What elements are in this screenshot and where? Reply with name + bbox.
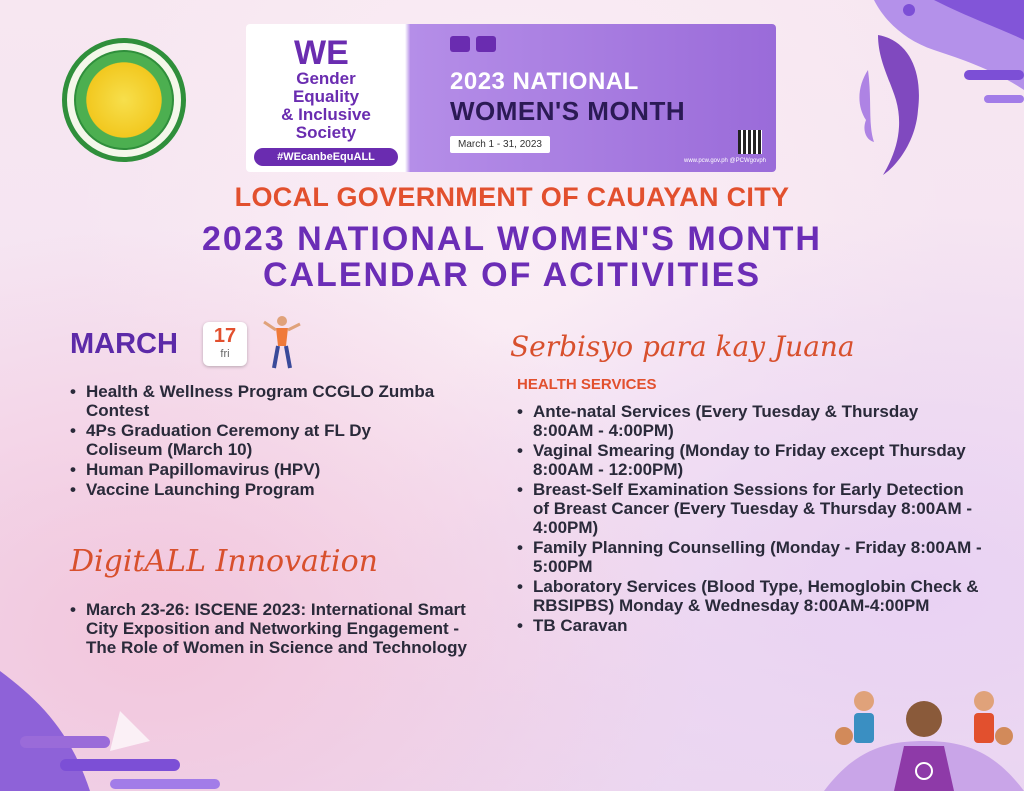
- list-item: • March 23-26: ISCENE 2023: International Smart City Exposition and Networking Engagement - The Role of Women in Science and Technology: [70, 600, 470, 657]
- list-item: • 4Ps Graduation Ceremony at FL Dy Coliseum (March 10): [70, 421, 440, 459]
- calendar-weekday: fri: [220, 348, 230, 360]
- banner-title-line1: 2023 NATIONAL: [450, 68, 639, 95]
- seal-emblem: [74, 50, 174, 150]
- serbisyo-heading: Serbisyo para kay Juana: [510, 330, 855, 363]
- page-title-line1: 2023 NATIONAL WOMEN'S MONTH: [202, 220, 822, 258]
- we-logo-line4: Society: [295, 123, 357, 142]
- qr-code-icon: [738, 130, 762, 154]
- we-logo-line1: Gender: [296, 69, 356, 88]
- digitall-heading: DigitALL Innovation: [70, 544, 378, 579]
- decorative-swoosh-bottom-left: [0, 641, 230, 791]
- calendar-day: 17: [213, 325, 237, 347]
- banner-url: www.pcw.gov.ph @PCWgovph: [683, 158, 766, 164]
- health-services-label: HEALTH SERVICES: [517, 376, 657, 393]
- womens-month-banner: [246, 24, 776, 172]
- we-logo-line2: Equality: [292, 87, 360, 106]
- banner-date: March 1 - 31, 2023: [450, 136, 550, 153]
- list-item: • TB Caravan: [517, 616, 982, 635]
- list-item: • Vaccine Launching Program: [70, 480, 440, 499]
- women-group-illustration: [824, 661, 1024, 791]
- we-hashtag: #WEcanbeEquALL: [254, 148, 398, 166]
- we-logo: [246, 24, 406, 172]
- march-activities-list: [70, 382, 440, 500]
- list-item: • Health & Wellness Program CCGLO Zumba Contest: [70, 382, 440, 420]
- march-label: MARCH: [70, 328, 178, 360]
- list-item: • Human Papillomavirus (HPV): [70, 460, 440, 479]
- lgu-heading: LOCAL GOVERNMENT OF CAUAYAN CITY: [234, 182, 790, 212]
- banner-title-line2: WOMEN'S MONTH: [450, 96, 686, 126]
- pcw-logo-icon: [450, 36, 470, 52]
- list-item: • Ante-natal Services (Every Tuesday & Thursday 8:00AM - 4:00PM): [517, 402, 982, 440]
- dancer-icon: [262, 314, 302, 372]
- list-item: • Laboratory Services (Blood Type, Hemoglobin Check & RBSIPBS) Monday & Wednesday 8:00AM-4:00PM: [517, 577, 982, 615]
- calendar-icon: [203, 322, 247, 366]
- city-seal-logo: [62, 38, 186, 162]
- agency-logos: [450, 36, 510, 54]
- list-item: • Family Planning Counselling (Monday - Friday 8:00AM - 5:00PM: [517, 538, 982, 576]
- list-item: • Vaginal Smearing (Monday to Friday except Thursday 8:00AM - 12:00PM): [517, 441, 982, 479]
- page-title-line2: CALENDAR OF ACITIVITIES: [262, 256, 762, 294]
- we-logo-line3: & Inclusive: [281, 105, 371, 124]
- we-logo-text: WE: [294, 34, 349, 72]
- list-item: • Breast-Self Examination Sessions for Early Detection of Breast Cancer (Every Tuesday & Thursday 8:00AM - 4:00PM): [517, 480, 982, 537]
- woman-profile-illustration: [838, 30, 928, 180]
- womens-month-logo-icon: [476, 36, 496, 52]
- health-services-list: [517, 402, 982, 636]
